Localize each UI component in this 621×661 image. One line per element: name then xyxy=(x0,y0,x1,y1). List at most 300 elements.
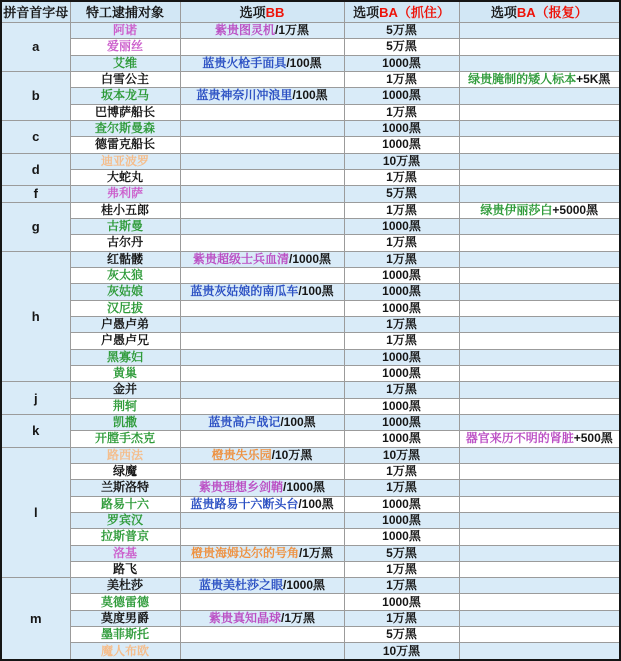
agent-name: 古尔丹 xyxy=(106,235,143,250)
bb-item-name: 紫贵真知晶球 xyxy=(208,610,281,625)
table-row xyxy=(1,496,620,512)
agent-name: 弗利萨 xyxy=(106,186,143,201)
ba-catch-reward: 1万黑 xyxy=(386,317,417,332)
table-row xyxy=(1,120,620,136)
agent-name-cell xyxy=(70,55,180,71)
ba-revenge-reward-cell xyxy=(459,349,620,365)
ba-revenge-reward-cell xyxy=(459,447,620,463)
header-row xyxy=(1,1,620,23)
agent-name: 户愚卢兄 xyxy=(100,333,149,348)
agent-name-cell xyxy=(70,104,180,120)
header-option-bb-prefix: 选项 xyxy=(239,4,266,20)
agent-name: 桂小五郎 xyxy=(100,202,149,217)
option-bb-cell xyxy=(180,316,344,332)
table-row xyxy=(1,431,620,447)
agent-name-cell xyxy=(70,169,180,185)
option-bb-cell xyxy=(180,463,344,479)
agent-name: 荆轲 xyxy=(112,398,137,413)
bb-item-cost: /100黑 xyxy=(298,284,334,299)
pinyin-letter-cell: g xyxy=(1,202,70,251)
bb-item-cost: /100黑 xyxy=(286,55,322,70)
ba-catch-reward-cell xyxy=(344,398,459,414)
ba-catch-reward-cell xyxy=(344,349,459,365)
agent-name: 户愚卢弟 xyxy=(100,317,149,332)
option-bb-cell xyxy=(180,545,344,561)
table-row xyxy=(1,39,620,55)
agent-name-cell xyxy=(70,431,180,447)
ba-catch-reward: 1000黑 xyxy=(382,88,421,103)
ba-revenge-reward-cell xyxy=(459,382,620,398)
bb-item-cost: /1万黑 xyxy=(281,610,316,625)
agent-name-cell xyxy=(70,610,180,626)
ba-catch-reward-cell xyxy=(344,300,459,316)
agent-name: 灰太狼 xyxy=(106,268,143,283)
agent-name-cell xyxy=(70,578,180,594)
agent-name-cell xyxy=(70,153,180,169)
ba-catch-reward-cell xyxy=(344,594,459,610)
agent-name-cell xyxy=(70,627,180,643)
agent-name: 绿魔 xyxy=(112,464,137,479)
option-bb-cell xyxy=(180,186,344,202)
option-bb-cell xyxy=(180,496,344,512)
bb-item-name: 紫贵超级士兵血清 xyxy=(192,251,289,266)
agent-name: 爱丽丝 xyxy=(106,39,143,54)
ba-revenge-reward-cell xyxy=(459,104,620,120)
bb-item-name: 蓝贵路易十六断头台 xyxy=(190,496,299,511)
agent-name-cell xyxy=(70,365,180,381)
header-option-ba-revenge xyxy=(459,1,620,23)
table-row xyxy=(1,88,620,104)
agent-name-cell xyxy=(70,496,180,512)
table-row xyxy=(1,529,620,545)
option-bb-cell xyxy=(180,447,344,463)
table-row xyxy=(1,104,620,120)
ba-revenge-reward-cell xyxy=(459,284,620,300)
bb-item-name: 橙贵海姆达尔的号角 xyxy=(190,545,299,560)
ba-catch-reward: 1万黑 xyxy=(386,610,417,625)
option-bb-cell xyxy=(180,431,344,447)
ba-catch-reward-cell xyxy=(344,202,459,218)
pinyin-letter-cell: d xyxy=(1,153,70,186)
agent-name-cell xyxy=(70,202,180,218)
pinyin-letter-cell: h xyxy=(1,251,70,382)
ba-catch-reward: 5万黑 xyxy=(386,23,417,38)
agent-name: 莫度男爵 xyxy=(100,610,149,625)
ba-revenge-reward-cell xyxy=(459,545,620,561)
ba-catch-reward-cell xyxy=(344,496,459,512)
ba-revenge-reward-cell xyxy=(459,610,620,626)
ba-catch-reward-cell xyxy=(344,643,459,660)
table-row xyxy=(1,169,620,185)
agent-name: 坂本龙马 xyxy=(100,88,149,103)
ba-catch-reward: 1000黑 xyxy=(382,415,421,430)
bb-item-name: 紫贵理想乡剑鞘 xyxy=(198,480,283,495)
ba-catch-reward-cell xyxy=(344,284,459,300)
ba-revenge-reward-cell xyxy=(459,512,620,528)
pinyin-letter-cell: j xyxy=(1,382,70,415)
ba-revenge-reward-cell xyxy=(459,643,620,660)
bb-item-cost: /100黑 xyxy=(280,415,316,430)
agent-name: 罗宾汉 xyxy=(106,513,143,527)
option-bb-cell xyxy=(180,627,344,643)
option-bb-cell xyxy=(180,153,344,169)
option-bb-cell xyxy=(180,251,344,267)
agent-name-cell xyxy=(70,284,180,300)
bb-item-cost: /1000黑 xyxy=(282,480,326,495)
ba-catch-reward-cell xyxy=(344,627,459,643)
ba-revenge-reward-cell xyxy=(459,88,620,104)
ba-catch-reward: 10万黑 xyxy=(382,153,421,168)
revenge-item-name: 绿贵伊丽莎白 xyxy=(480,202,553,217)
agent-name: 路易十六 xyxy=(100,496,149,511)
ba-revenge-reward-cell xyxy=(459,365,620,381)
ba-revenge-reward-cell xyxy=(459,529,620,545)
ba-catch-reward-cell xyxy=(344,578,459,594)
option-bb-cell xyxy=(180,55,344,71)
ba-revenge-reward-cell xyxy=(459,627,620,643)
option-bb-cell xyxy=(180,300,344,316)
option-bb-cell xyxy=(180,414,344,430)
agent-name-cell xyxy=(70,545,180,561)
table-row xyxy=(1,153,620,169)
ba-catch-reward: 1000黑 xyxy=(382,137,421,152)
agent-name-cell xyxy=(70,88,180,104)
bb-item-name: 蓝贵美杜莎之眼 xyxy=(198,578,283,593)
table-row xyxy=(1,55,620,71)
agent-name: 拉斯普京 xyxy=(100,529,149,544)
ba-catch-reward: 1000黑 xyxy=(382,55,421,70)
option-bb-cell xyxy=(180,480,344,496)
agent-name: 墨菲斯托 xyxy=(100,627,149,642)
bb-item-name: 蓝贵灰姑娘的南瓜车 xyxy=(190,284,299,299)
agent-name: 查尔斯曼森 xyxy=(94,121,155,136)
ba-catch-reward-cell xyxy=(344,71,459,87)
revenge-item-suffix: +5000黑 xyxy=(552,202,599,217)
pinyin-letter-cell: f xyxy=(1,186,70,202)
ba-catch-reward-cell xyxy=(344,463,459,479)
table-row xyxy=(1,365,620,381)
agent-name: 灰姑娘 xyxy=(106,284,143,299)
bb-item-cost: /1000黑 xyxy=(288,251,332,266)
ba-catch-reward: 1000黑 xyxy=(382,349,421,364)
pinyin-letter-cell: a xyxy=(1,23,70,72)
agent-name: 洛基 xyxy=(112,545,137,560)
ba-catch-reward-cell xyxy=(344,218,459,234)
table-row xyxy=(1,545,620,561)
ba-catch-reward: 1000黑 xyxy=(382,300,421,315)
ba-catch-reward: 1万黑 xyxy=(386,333,417,348)
option-bb-cell xyxy=(180,169,344,185)
option-bb-cell xyxy=(180,382,344,398)
ba-revenge-reward-cell xyxy=(459,414,620,430)
option-bb-cell xyxy=(180,349,344,365)
option-bb-cell xyxy=(180,398,344,414)
ba-catch-reward: 1000黑 xyxy=(382,431,421,446)
ba-revenge-reward-cell xyxy=(459,333,620,349)
option-bb-cell xyxy=(180,512,344,528)
agent-name-cell xyxy=(70,39,180,55)
agent-name: 开膛手杰克 xyxy=(94,431,155,446)
option-bb-cell xyxy=(180,561,344,577)
ba-catch-reward-cell xyxy=(344,104,459,120)
option-bb-cell xyxy=(180,39,344,55)
table-row xyxy=(1,284,620,300)
ba-catch-reward: 1000黑 xyxy=(382,268,421,283)
ba-catch-reward-cell xyxy=(344,431,459,447)
ba-catch-reward-cell xyxy=(344,169,459,185)
ba-catch-reward: 5万黑 xyxy=(386,39,417,54)
ba-catch-reward: 5万黑 xyxy=(386,545,417,560)
ba-catch-reward: 1000黑 xyxy=(382,529,421,544)
pinyin-letter-cell: k xyxy=(1,414,70,447)
header-option-bb-accent: BB xyxy=(265,4,285,20)
option-bb-cell xyxy=(180,284,344,300)
agent-name-cell xyxy=(70,463,180,479)
pinyin-letter-cell: l xyxy=(1,447,70,578)
agent-name-cell xyxy=(70,561,180,577)
ba-catch-reward: 1万黑 xyxy=(386,72,417,87)
bb-item-cost: /10万黑 xyxy=(271,447,313,462)
table-row xyxy=(1,382,620,398)
bb-item-cost: /1万黑 xyxy=(275,23,310,38)
ba-catch-reward: 1000黑 xyxy=(382,219,421,234)
ba-catch-reward: 1万黑 xyxy=(386,561,417,576)
agent-name: 迪亚波罗 xyxy=(100,153,149,168)
ba-revenge-reward-cell xyxy=(459,578,620,594)
agent-name: 路飞 xyxy=(112,561,137,576)
table-row xyxy=(1,627,620,643)
table-row xyxy=(1,349,620,365)
ba-catch-reward-cell xyxy=(344,365,459,381)
agent-name: 汉尼拔 xyxy=(106,300,143,315)
option-bb-cell xyxy=(180,120,344,136)
ba-catch-reward-cell xyxy=(344,23,459,39)
ba-catch-reward-cell xyxy=(344,480,459,496)
revenge-item-suffix: +500黑 xyxy=(573,431,613,446)
agent-name-cell xyxy=(70,251,180,267)
ba-catch-reward-cell xyxy=(344,512,459,528)
ba-catch-reward-cell xyxy=(344,120,459,136)
agent-name: 黄巢 xyxy=(112,366,137,381)
bb-item-name: 紫贵图灵机 xyxy=(214,23,275,38)
agent-name: 古斯曼 xyxy=(106,219,143,234)
ba-catch-reward-cell xyxy=(344,39,459,55)
option-bb-cell xyxy=(180,643,344,660)
agent-name-cell xyxy=(70,414,180,430)
agent-name-cell xyxy=(70,120,180,136)
agent-name: 红骷髅 xyxy=(106,251,143,266)
ba-catch-reward: 1万黑 xyxy=(386,202,417,217)
ba-revenge-reward-cell xyxy=(459,463,620,479)
agent-name-cell xyxy=(70,480,180,496)
ba-catch-reward: 1000黑 xyxy=(382,284,421,299)
ba-revenge-reward-cell xyxy=(459,300,620,316)
option-bb-cell xyxy=(180,267,344,283)
agent-name-cell xyxy=(70,398,180,414)
table-body xyxy=(1,23,620,661)
agent-name-cell xyxy=(70,382,180,398)
ba-catch-reward-cell xyxy=(344,316,459,332)
table-row xyxy=(1,480,620,496)
table-row xyxy=(1,218,620,234)
option-bb-cell xyxy=(180,365,344,381)
ba-revenge-reward-cell xyxy=(459,235,620,251)
ba-catch-reward: 1万黑 xyxy=(386,382,417,397)
agent-name: 阿诺 xyxy=(112,23,137,38)
option-bb-cell xyxy=(180,71,344,87)
agent-name-cell xyxy=(70,218,180,234)
ba-revenge-reward-cell xyxy=(459,202,620,218)
ba-catch-reward: 10万黑 xyxy=(382,447,421,462)
option-bb-cell xyxy=(180,235,344,251)
ba-revenge-reward-cell xyxy=(459,480,620,496)
agent-name-cell xyxy=(70,512,180,528)
agent-name-cell xyxy=(70,447,180,463)
agent-name-cell xyxy=(70,23,180,39)
ba-catch-reward-cell xyxy=(344,414,459,430)
ba-catch-reward-cell xyxy=(344,55,459,71)
ba-catch-reward: 1000黑 xyxy=(382,594,421,609)
agent-name-cell xyxy=(70,349,180,365)
ba-catch-reward-cell xyxy=(344,251,459,267)
table-row xyxy=(1,300,620,316)
bb-item-cost: /100黑 xyxy=(298,496,334,511)
ba-catch-reward-cell xyxy=(344,529,459,545)
bb-item-name: 蓝贵火枪手面具 xyxy=(202,55,287,70)
ba-revenge-reward-cell xyxy=(459,137,620,153)
ba-catch-reward: 5万黑 xyxy=(386,186,417,201)
option-bb-cell xyxy=(180,578,344,594)
table-row xyxy=(1,251,620,267)
agent-name-cell xyxy=(70,186,180,202)
ba-catch-reward-cell xyxy=(344,186,459,202)
agent-name: 大蛇丸 xyxy=(106,170,143,185)
pinyin-letter-cell: c xyxy=(1,120,70,153)
agent-name-cell xyxy=(70,529,180,545)
agent-name-cell xyxy=(70,137,180,153)
bb-item-name: 蓝贵高卢战记 xyxy=(208,415,281,430)
bb-item-cost: /100黑 xyxy=(292,88,328,103)
agent-name: 巴博萨船长 xyxy=(94,104,155,119)
table-row xyxy=(1,610,620,626)
ba-catch-reward-cell xyxy=(344,88,459,104)
option-bb-cell xyxy=(180,218,344,234)
table-row xyxy=(1,414,620,430)
header-option-ba-catch xyxy=(344,1,459,23)
table-row xyxy=(1,594,620,610)
bb-item-cost: /1000黑 xyxy=(282,578,326,593)
agent-name-cell xyxy=(70,316,180,332)
ba-revenge-reward-cell xyxy=(459,267,620,283)
ba-catch-reward-cell xyxy=(344,235,459,251)
ba-revenge-reward-cell xyxy=(459,398,620,414)
agent-name-cell xyxy=(70,267,180,283)
ba-revenge-reward-cell xyxy=(459,55,620,71)
option-bb-cell xyxy=(180,610,344,626)
agent-name: 美杜莎 xyxy=(106,578,143,593)
pinyin-letter-cell: b xyxy=(1,71,70,120)
option-bb-cell xyxy=(180,104,344,120)
ba-catch-reward-cell xyxy=(344,382,459,398)
agent-name: 金并 xyxy=(112,382,137,397)
option-bb-cell xyxy=(180,137,344,153)
revenge-item-name: 绿贵腌制的矮人标本 xyxy=(468,72,577,87)
ba-catch-reward: 1万黑 xyxy=(386,464,417,479)
ba-revenge-reward-cell xyxy=(459,39,620,55)
ba-revenge-reward-cell xyxy=(459,431,620,447)
ba-catch-reward-cell xyxy=(344,137,459,153)
header-option-ba-revenge-prefix: 选项 xyxy=(490,4,517,20)
ba-catch-reward: 1000黑 xyxy=(382,398,421,413)
ba-catch-reward: 1万黑 xyxy=(386,251,417,266)
ba-revenge-reward-cell xyxy=(459,316,620,332)
header-option-ba-catch-accent: BA（抓住） xyxy=(379,4,450,20)
agent-name: 魔人布欧 xyxy=(100,643,149,658)
table-row xyxy=(1,333,620,349)
agent-name: 黑寡妇 xyxy=(106,349,143,364)
header-option-ba-catch-prefix: 选项 xyxy=(353,4,380,20)
table-row xyxy=(1,186,620,202)
ba-catch-reward: 1万黑 xyxy=(386,578,417,593)
ba-revenge-reward-cell xyxy=(459,251,620,267)
table-row xyxy=(1,463,620,479)
agent-name-cell xyxy=(70,594,180,610)
table-row xyxy=(1,512,620,528)
option-bb-cell xyxy=(180,23,344,39)
ba-catch-reward: 10万黑 xyxy=(382,643,421,658)
ba-catch-reward: 1万黑 xyxy=(386,170,417,185)
table-row xyxy=(1,202,620,218)
agent-name-cell xyxy=(70,643,180,660)
ba-revenge-reward-cell xyxy=(459,71,620,87)
revenge-item-name: 器官来历不明的肾脏 xyxy=(465,431,574,446)
bb-item-cost: /1万黑 xyxy=(299,545,334,560)
agent-name: 莫德雷德 xyxy=(100,594,149,609)
table-row xyxy=(1,235,620,251)
ba-catch-reward: 1000黑 xyxy=(382,496,421,511)
ba-catch-reward: 1万黑 xyxy=(386,480,417,495)
agent-name-cell xyxy=(70,71,180,87)
ba-revenge-reward-cell xyxy=(459,120,620,136)
ba-catch-reward-cell xyxy=(344,267,459,283)
ba-revenge-reward-cell xyxy=(459,169,620,185)
header-option-bb xyxy=(180,1,344,23)
table-row xyxy=(1,578,620,594)
agent-name: 凯撒 xyxy=(112,415,137,430)
table-row xyxy=(1,447,620,463)
ba-catch-reward: 5万黑 xyxy=(386,627,417,642)
option-bb-cell xyxy=(180,529,344,545)
table-row xyxy=(1,643,620,660)
ba-catch-reward: 1000黑 xyxy=(382,366,421,381)
ba-catch-reward-cell xyxy=(344,447,459,463)
ba-revenge-reward-cell xyxy=(459,496,620,512)
ba-catch-reward-cell xyxy=(344,153,459,169)
pinyin-letter-cell: m xyxy=(1,578,70,660)
header-option-ba-revenge-accent: BA（报复） xyxy=(516,4,588,20)
header-pinyin-initial: 拼音首字母 xyxy=(1,1,70,23)
agent-name: 路西法 xyxy=(106,447,143,462)
agent-name: 兰斯洛特 xyxy=(100,480,149,495)
agent-name: 德雷克船长 xyxy=(94,137,155,152)
ba-catch-reward: 1万黑 xyxy=(386,235,417,250)
option-bb-cell xyxy=(180,88,344,104)
table-row xyxy=(1,137,620,153)
ba-revenge-reward-cell xyxy=(459,594,620,610)
agent-name-cell xyxy=(70,333,180,349)
table-row xyxy=(1,398,620,414)
ba-catch-reward: 1万黑 xyxy=(386,104,417,119)
